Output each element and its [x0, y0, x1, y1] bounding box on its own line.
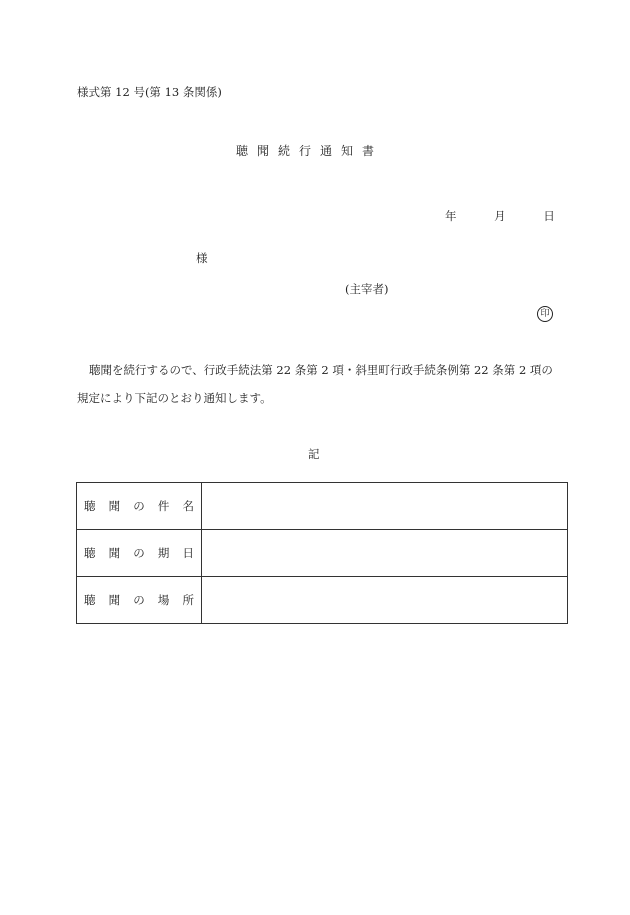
- row-label-cell: [77, 577, 202, 624]
- date-line: [445, 208, 555, 224]
- row-value-cell[interactable]: [202, 483, 568, 530]
- row-label-char: 聞: [108, 499, 121, 513]
- row-label-char: 聴: [84, 593, 96, 607]
- body-paragraph: [77, 356, 557, 412]
- table-row: [77, 530, 568, 577]
- row-label-char: 聞: [108, 593, 121, 607]
- row-label-char: 件: [157, 499, 170, 513]
- row-label: [77, 498, 201, 514]
- row-label-cell: [77, 483, 202, 530]
- date-year: 年: [445, 209, 457, 223]
- row-label-char: の: [133, 546, 145, 560]
- date-day: 日: [543, 209, 555, 223]
- row-label-char: 聴: [84, 546, 96, 560]
- body-line-2: 規定により下記のとおり通知します。: [77, 391, 272, 405]
- row-label-char: 聞: [108, 546, 121, 560]
- seal-mark: 印: [537, 306, 553, 322]
- row-label-char: の: [133, 593, 145, 607]
- document-title: 聴聞続行通知書: [236, 144, 384, 158]
- body-line-1: 聴聞を続行するので、行政手続法第 22 条第 2 項・斜里町行政手続条例第 22 条第 2 項の: [89, 363, 553, 377]
- date-month: 月: [494, 209, 506, 223]
- row-label-char: 日: [182, 546, 194, 560]
- row-label-char: 場: [157, 593, 170, 607]
- row-label: [77, 592, 201, 608]
- organizer-label: (主宰者): [345, 282, 389, 296]
- ki-heading: 記: [308, 447, 320, 461]
- row-label: [77, 545, 201, 561]
- row-label-char: の: [133, 499, 145, 513]
- row-label-char: 期: [157, 546, 170, 560]
- table-row: [77, 577, 568, 624]
- row-label-char: 所: [182, 593, 194, 607]
- row-value-cell[interactable]: [202, 530, 568, 577]
- form-number: 様式第 12 号(第 13 条関係): [77, 85, 222, 99]
- table-row: [77, 483, 568, 530]
- details-table: [76, 482, 568, 624]
- row-value-cell[interactable]: [202, 577, 568, 624]
- row-label-char: 聴: [84, 499, 96, 513]
- addressee-suffix: 様: [196, 251, 208, 265]
- row-label-cell: [77, 530, 202, 577]
- row-label-char: 名: [182, 499, 194, 513]
